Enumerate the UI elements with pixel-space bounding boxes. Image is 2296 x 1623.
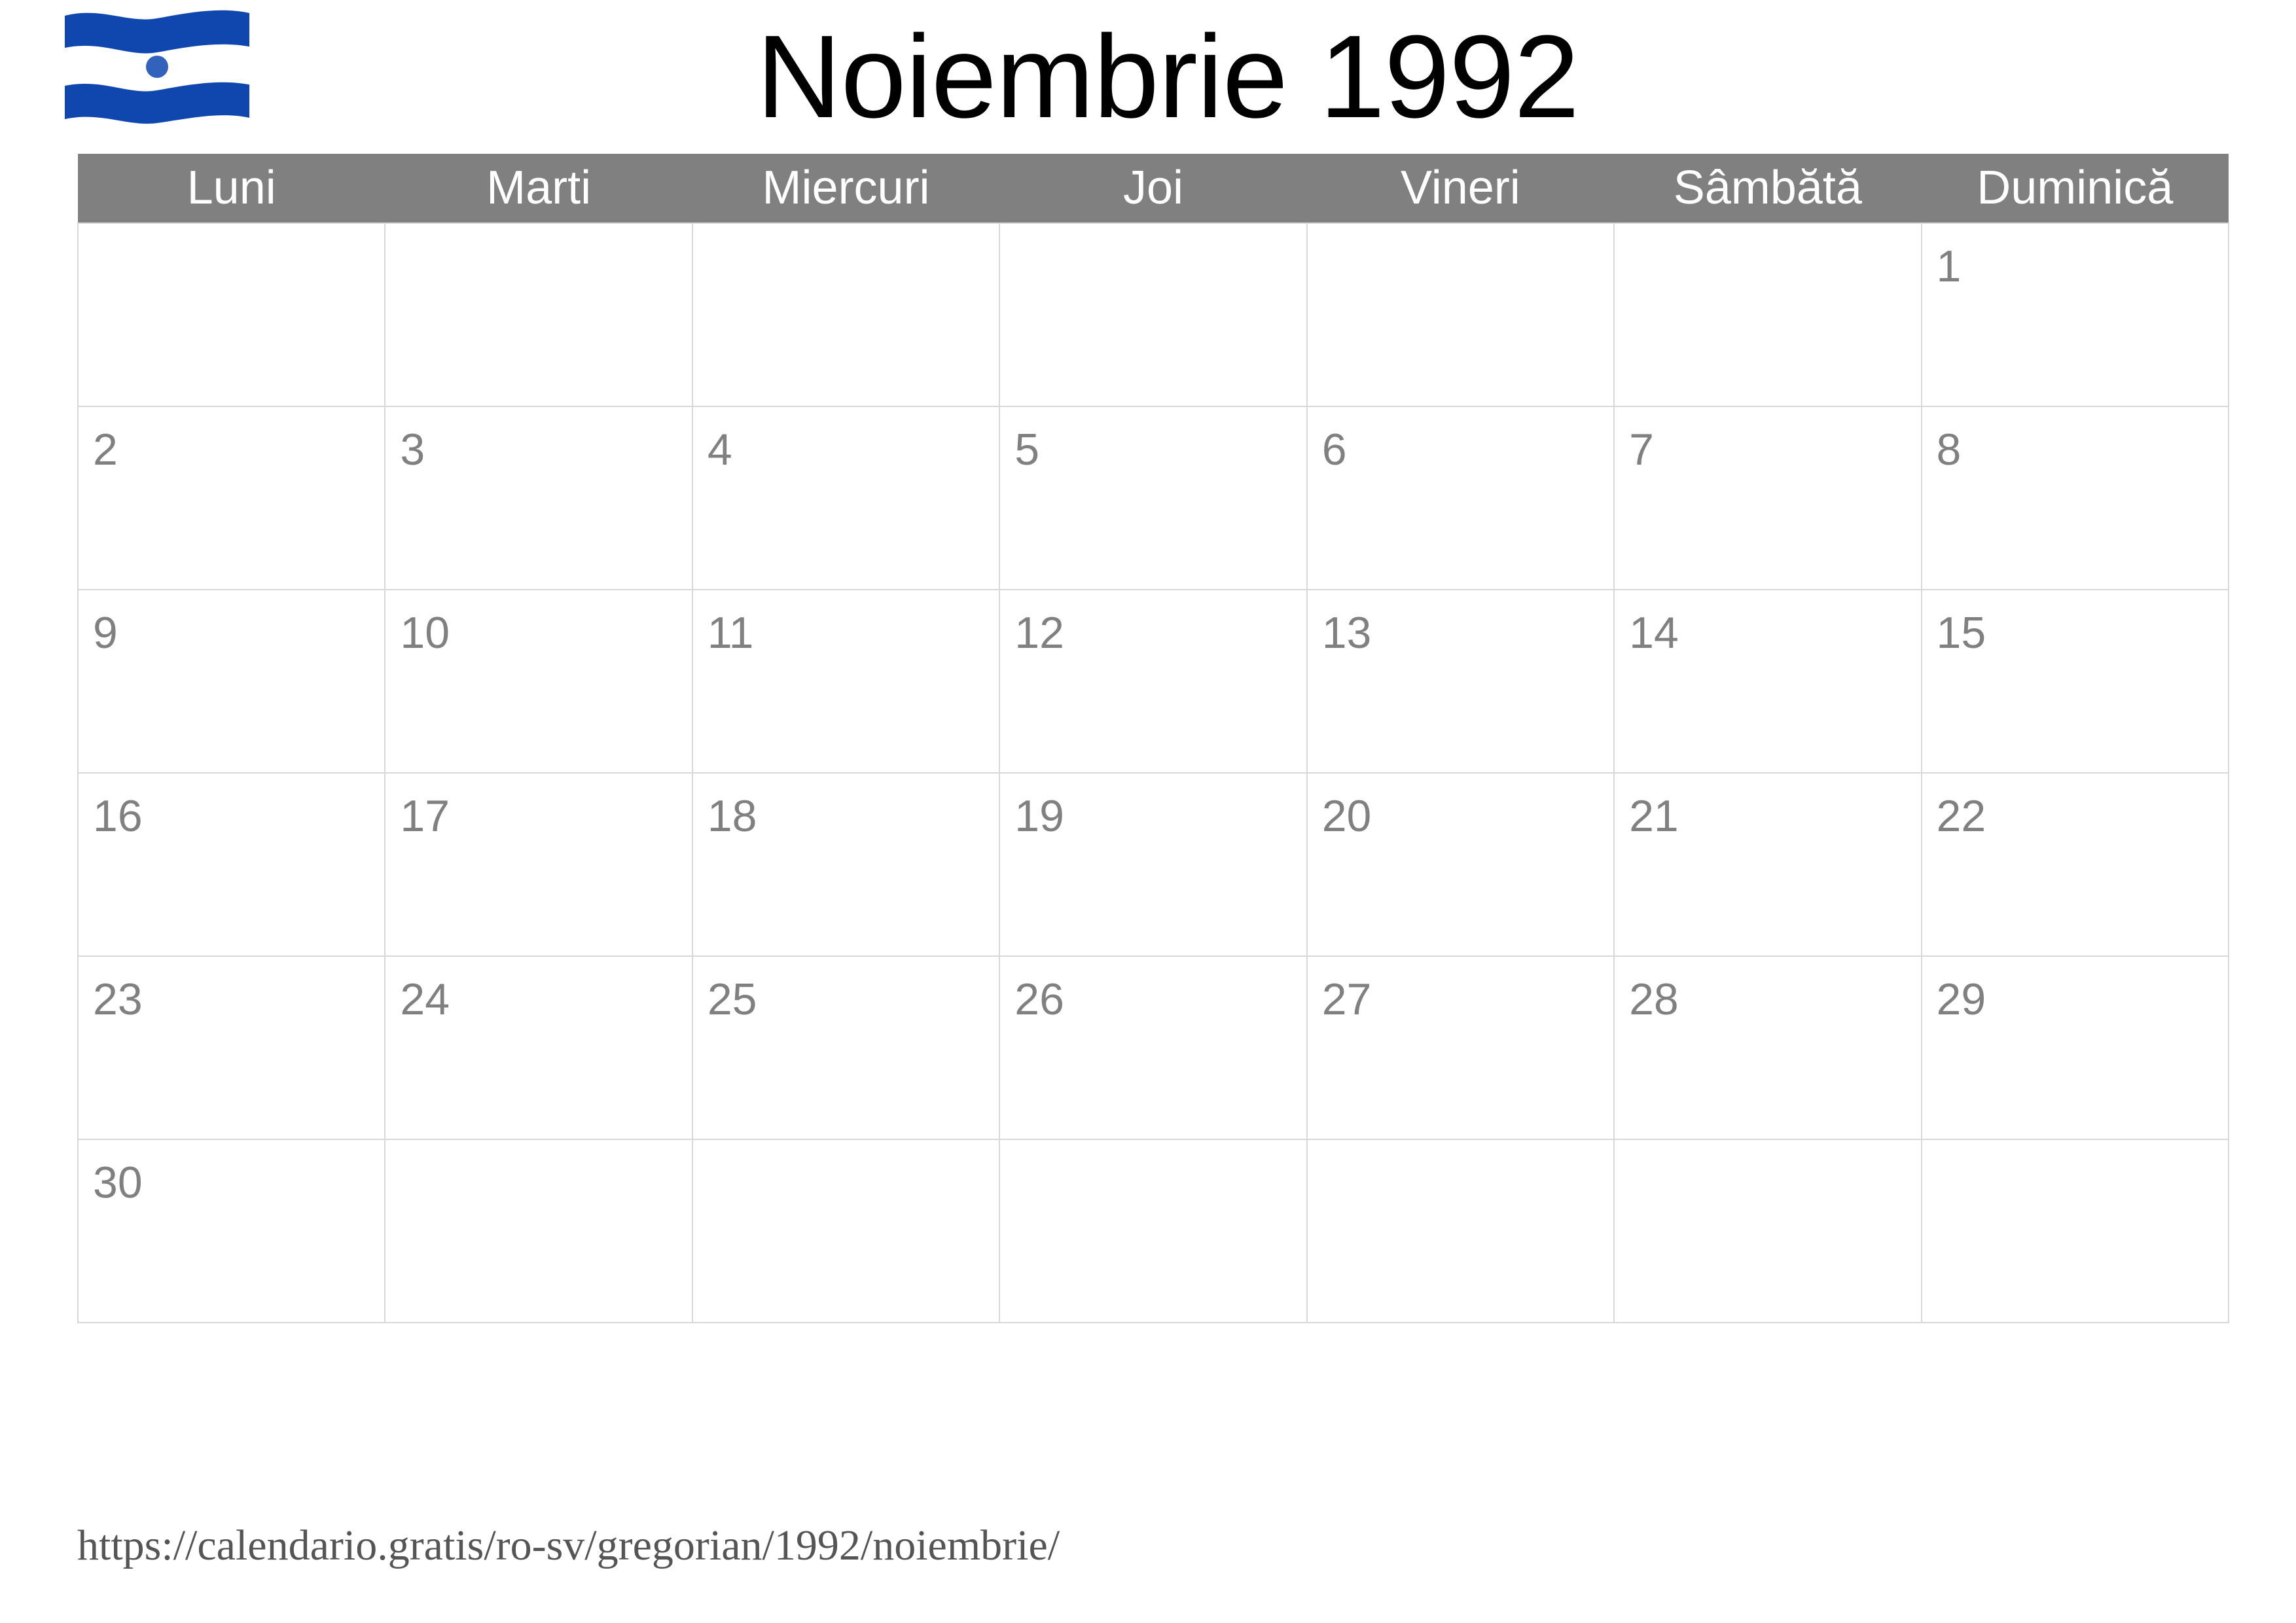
day-number: 25 [707,974,757,1024]
calendar-day-cell[interactable] [78,773,385,956]
day-number: 19 [1014,791,1064,841]
day-number: 17 [400,791,450,841]
calendar-week-row [78,223,2229,406]
calendar-week-row [78,773,2229,956]
calendar-day-cell[interactable] [999,956,1306,1139]
page-title: Noiembrie 1992 [756,10,1579,143]
day-number: 3 [400,425,425,474]
calendar-day-cell[interactable] [999,223,1306,406]
day-number [1922,1140,2228,1158]
day-number [1615,1140,1920,1158]
calendar-day-cell[interactable] [1922,773,2229,956]
calendar-day-cell[interactable] [692,590,999,773]
calendar-day-cell[interactable] [1922,223,2229,406]
calendar-day-cell[interactable] [1307,773,1614,956]
day-number: 18 [707,791,757,841]
day-number [693,1140,999,1158]
calendar-day-cell[interactable] [1307,406,1614,590]
calendar-day-cell[interactable] [999,406,1306,590]
calendar-day-cell[interactable] [692,223,999,406]
day-number: 30 [93,1158,143,1207]
day-number: 6 [1321,425,1347,474]
calendar-day-cell[interactable] [999,773,1306,956]
calendar-day-cell[interactable] [1614,590,1921,773]
weekday-header-row [78,154,2229,223]
calendar-day-cell[interactable] [385,1139,692,1323]
calendar-day-cell[interactable] [999,1139,1306,1323]
calendar-week-row [78,956,2229,1139]
weekday-header-duminica: Duminică [1922,154,2229,223]
day-number: 15 [1936,608,1986,658]
calendar-day-cell[interactable] [78,406,385,590]
day-number: 22 [1936,791,1986,841]
day-number [386,224,691,242]
calendar-day-cell[interactable] [1307,223,1614,406]
day-number [1000,224,1306,242]
day-number [693,224,999,242]
calendar-day-cell[interactable] [78,1139,385,1323]
calendar-day-cell[interactable] [999,590,1306,773]
calendar-day-cell[interactable] [385,956,692,1139]
calendar-day-cell[interactable] [385,773,692,956]
day-number: 2 [93,425,118,474]
calendar-day-cell[interactable] [1307,956,1614,1139]
day-number: 5 [1014,425,1040,474]
page-header [0,0,2296,154]
calendar-day-cell[interactable] [385,223,692,406]
calendar-week-row [78,406,2229,590]
day-number: 7 [1629,425,1654,474]
day-number: 23 [93,974,143,1024]
calendar-day-cell[interactable] [1614,406,1921,590]
calendar-week-row [78,1139,2229,1323]
weekday-header-luni: Luni [78,154,385,223]
weekday-header-marti: Marti [385,154,692,223]
day-number [386,1140,691,1158]
day-number: 24 [400,974,450,1024]
day-number: 16 [93,791,143,841]
calendar-day-cell[interactable] [692,773,999,956]
calendar-day-cell[interactable] [78,956,385,1139]
day-number: 1 [1936,241,1962,291]
day-number: 13 [1321,608,1372,658]
weekday-header-joi: Joi [999,154,1306,223]
day-number [1308,224,1613,242]
day-number: 21 [1629,791,1679,841]
day-number: 12 [1014,608,1064,658]
calendar-day-cell[interactable] [1307,590,1614,773]
day-number: 28 [1629,974,1679,1024]
calendar-week-row [78,590,2229,773]
calendar-day-cell[interactable] [78,590,385,773]
calendar-day-cell[interactable] [1922,956,2229,1139]
calendar-day-cell[interactable] [385,590,692,773]
day-number: 14 [1629,608,1679,658]
day-number [79,224,384,242]
calendar-day-cell[interactable] [692,1139,999,1323]
day-number [1308,1140,1613,1158]
calendar-day-cell[interactable] [385,406,692,590]
weekday-header-vineri: Vineri [1307,154,1614,223]
source-url[interactable]: https://calendario.gratis/ro-sv/gregorian/1992/noiembrie/ [77,1522,1060,1569]
calendar-day-cell[interactable] [1922,406,2229,590]
day-number [1615,224,1920,242]
calendar-day-cell[interactable] [78,223,385,406]
calendar-day-cell[interactable] [1307,1139,1614,1323]
day-number: 9 [93,608,118,658]
day-number: 20 [1321,791,1372,841]
calendar-day-cell[interactable] [1614,1139,1921,1323]
day-number: 27 [1321,974,1372,1024]
weekday-header-sambata: Sâmbătă [1614,154,1921,223]
calendar-day-cell[interactable] [1614,773,1921,956]
day-number: 8 [1936,425,1962,474]
day-number [1000,1140,1306,1158]
day-number: 26 [1014,974,1064,1024]
calendar-day-cell[interactable] [1614,956,1921,1139]
el-salvador-flag-icon [62,7,252,128]
day-number: 10 [400,608,450,658]
calendar-day-cell[interactable] [692,956,999,1139]
month-calendar-table [77,154,2229,1323]
day-number: 29 [1936,974,1986,1024]
calendar-day-cell[interactable] [1614,223,1921,406]
day-number: 4 [707,425,732,474]
calendar-day-cell[interactable] [1922,1139,2229,1323]
calendar-day-cell[interactable] [1922,590,2229,773]
calendar-day-cell[interactable] [692,406,999,590]
weekday-header-miercuri: Miercuri [692,154,999,223]
day-number: 11 [707,608,754,658]
